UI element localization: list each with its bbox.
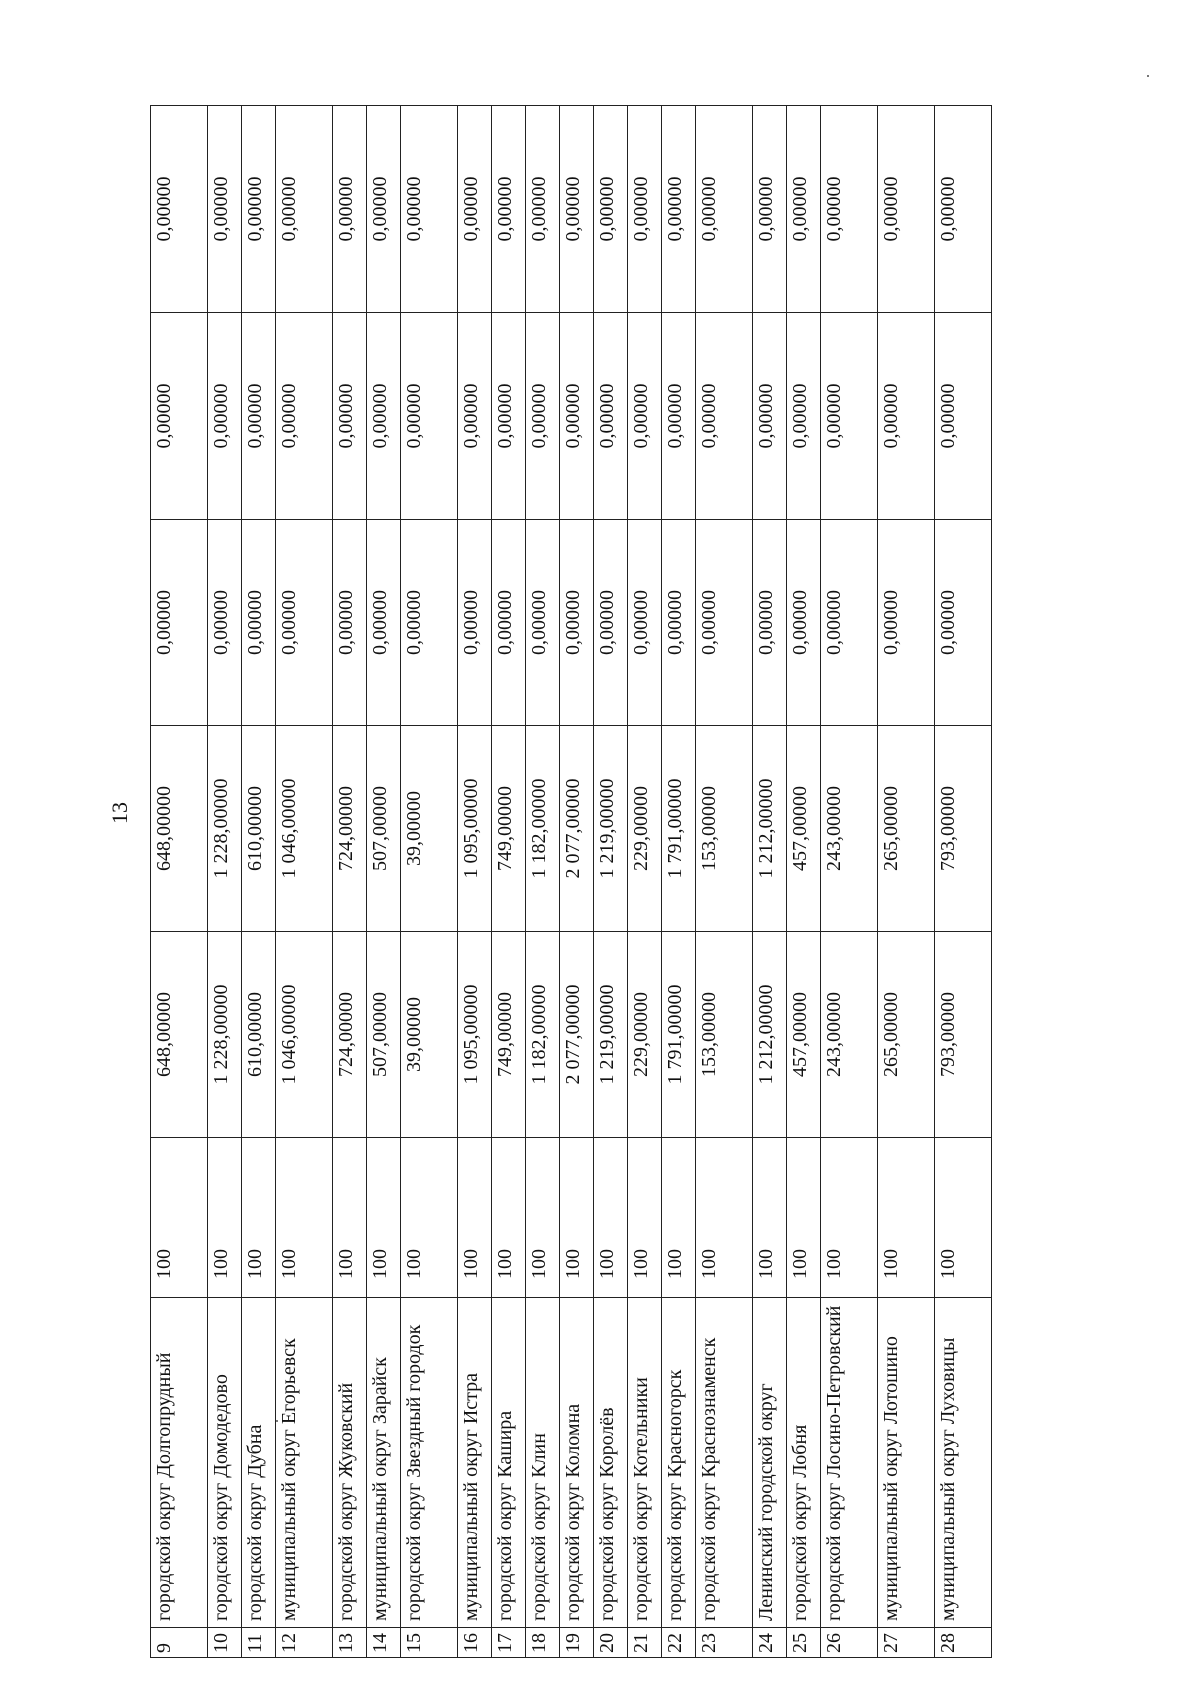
value-cell-3: 0,00000 xyxy=(628,520,662,726)
row-number-cell: 13 xyxy=(333,1628,367,1658)
municipality-name-cell: городской округ Красногорск xyxy=(662,1298,696,1628)
value-cell-2: 648,00000 xyxy=(151,726,208,932)
table-row xyxy=(628,106,662,1658)
table-row xyxy=(276,106,333,1658)
value-cell-3: 0,00000 xyxy=(594,520,628,726)
value-cell-2: 243,00000 xyxy=(821,726,878,932)
municipality-name-cell: муниципальный округ Зарайск xyxy=(367,1298,401,1628)
table-row xyxy=(594,106,628,1658)
value-cell-3: 0,00000 xyxy=(787,520,821,726)
table-row xyxy=(753,106,787,1658)
value-cell-1: 457,00000 xyxy=(787,932,821,1138)
value-cell-3: 0,00000 xyxy=(401,520,458,726)
value-cell-3: 0,00000 xyxy=(878,520,935,726)
row-number-cell: 16 xyxy=(458,1628,492,1658)
value-cell-4: 0,00000 xyxy=(492,313,526,520)
value-cell-3: 0,00000 xyxy=(208,520,242,726)
value-cell-1: 1 212,00000 xyxy=(753,932,787,1138)
municipality-name-cell: городской округ Звездный городок xyxy=(401,1298,458,1628)
value-cell-3: 0,00000 xyxy=(560,520,594,726)
row-number-cell: 24 xyxy=(753,1628,787,1658)
value-cell-4: 0,00000 xyxy=(151,313,208,520)
value-cell-5: 0,00000 xyxy=(208,106,242,313)
row-number-cell: 21 xyxy=(628,1628,662,1658)
value-cell-4: 0,00000 xyxy=(276,313,333,520)
value-cell-5: 0,00000 xyxy=(151,106,208,313)
row-number-cell: 15 xyxy=(401,1628,458,1658)
percent-cell: 100 xyxy=(492,1138,526,1298)
value-cell-1: 724,00000 xyxy=(333,932,367,1138)
value-cell-2: 793,00000 xyxy=(935,726,992,932)
value-cell-4: 0,00000 xyxy=(878,313,935,520)
municipality-name-cell: городской округ Котельники xyxy=(628,1298,662,1628)
percent-cell: 100 xyxy=(151,1138,208,1298)
table-row xyxy=(787,106,821,1658)
percent-cell: 100 xyxy=(333,1138,367,1298)
row-number-cell: 14 xyxy=(367,1628,401,1658)
value-cell-3: 0,00000 xyxy=(935,520,992,726)
percent-cell: 100 xyxy=(594,1138,628,1298)
value-cell-2: 749,00000 xyxy=(492,726,526,932)
value-cell-5: 0,00000 xyxy=(821,106,878,313)
value-cell-5: 0,00000 xyxy=(935,106,992,313)
value-cell-4: 0,00000 xyxy=(401,313,458,520)
table-row xyxy=(492,106,526,1658)
value-cell-1: 265,00000 xyxy=(878,932,935,1138)
municipality-name-cell: городской округ Жуковский xyxy=(333,1298,367,1628)
scan-speck xyxy=(1147,75,1149,77)
value-cell-4: 0,00000 xyxy=(662,313,696,520)
value-cell-3: 0,00000 xyxy=(753,520,787,726)
row-number-cell: 18 xyxy=(526,1628,560,1658)
value-cell-5: 0,00000 xyxy=(242,106,276,313)
value-cell-2: 507,00000 xyxy=(367,726,401,932)
row-number-cell: 9 xyxy=(151,1628,208,1658)
percent-cell: 100 xyxy=(696,1138,753,1298)
value-cell-5: 0,00000 xyxy=(560,106,594,313)
value-cell-4: 0,00000 xyxy=(787,313,821,520)
value-cell-4: 0,00000 xyxy=(753,313,787,520)
value-cell-5: 0,00000 xyxy=(276,106,333,313)
value-cell-3: 0,00000 xyxy=(151,520,208,726)
value-cell-5: 0,00000 xyxy=(696,106,753,313)
value-cell-2: 1 046,00000 xyxy=(276,726,333,932)
row-number-cell: 11 xyxy=(242,1628,276,1658)
value-cell-5: 0,00000 xyxy=(628,106,662,313)
value-cell-1: 507,00000 xyxy=(367,932,401,1138)
table-row xyxy=(878,106,935,1658)
value-cell-5: 0,00000 xyxy=(458,106,492,313)
row-number-cell: 26 xyxy=(821,1628,878,1658)
row-number-cell: 20 xyxy=(594,1628,628,1658)
municipality-name-cell: муниципальный округ Егорьевск xyxy=(276,1298,333,1628)
value-cell-5: 0,00000 xyxy=(333,106,367,313)
municipality-name-cell: муниципальный округ Лотошино xyxy=(878,1298,935,1628)
municipality-name-cell: городской округ Лобня xyxy=(787,1298,821,1628)
table-row xyxy=(526,106,560,1658)
value-cell-2: 1 228,00000 xyxy=(208,726,242,932)
value-cell-2: 457,00000 xyxy=(787,726,821,932)
value-cell-1: 2 077,00000 xyxy=(560,932,594,1138)
table-row xyxy=(935,106,992,1658)
municipality-name-cell: городской округ Клин xyxy=(526,1298,560,1628)
row-number-cell: 23 xyxy=(696,1628,753,1658)
row-number-cell: 27 xyxy=(878,1628,935,1658)
value-cell-2: 229,00000 xyxy=(628,726,662,932)
value-cell-1: 610,00000 xyxy=(242,932,276,1138)
value-cell-1: 1 791,00000 xyxy=(662,932,696,1138)
row-number-cell: 19 xyxy=(560,1628,594,1658)
table-row xyxy=(333,106,367,1658)
municipality-name-cell: городской округ Домодедово xyxy=(208,1298,242,1628)
table-row xyxy=(367,106,401,1658)
value-cell-2: 1 182,00000 xyxy=(526,726,560,932)
value-cell-3: 0,00000 xyxy=(276,520,333,726)
value-cell-2: 724,00000 xyxy=(333,726,367,932)
value-cell-1: 1 182,00000 xyxy=(526,932,560,1138)
table-row xyxy=(242,106,276,1658)
value-cell-3: 0,00000 xyxy=(242,520,276,726)
value-cell-3: 0,00000 xyxy=(696,520,753,726)
value-cell-2: 610,00000 xyxy=(242,726,276,932)
percent-cell: 100 xyxy=(208,1138,242,1298)
percent-cell: 100 xyxy=(276,1138,333,1298)
percent-cell: 100 xyxy=(787,1138,821,1298)
value-cell-5: 0,00000 xyxy=(787,106,821,313)
municipality-name-cell: городской округ Кашира xyxy=(492,1298,526,1628)
value-cell-4: 0,00000 xyxy=(526,313,560,520)
value-cell-4: 0,00000 xyxy=(208,313,242,520)
value-cell-2: 1 791,00000 xyxy=(662,726,696,932)
percent-cell: 100 xyxy=(821,1138,878,1298)
value-cell-1: 1 228,00000 xyxy=(208,932,242,1138)
municipality-name-cell: городской округ Королёв xyxy=(594,1298,628,1628)
municipality-name-cell: городской округ Краснознаменск xyxy=(696,1298,753,1628)
value-cell-4: 0,00000 xyxy=(367,313,401,520)
value-cell-4: 0,00000 xyxy=(821,313,878,520)
percent-cell: 100 xyxy=(935,1138,992,1298)
value-cell-4: 0,00000 xyxy=(696,313,753,520)
value-cell-2: 39,00000 xyxy=(401,726,458,932)
municipality-name-cell: городской округ Лосино-Петровский xyxy=(821,1298,878,1628)
value-cell-1: 39,00000 xyxy=(401,932,458,1138)
percent-cell: 100 xyxy=(242,1138,276,1298)
value-cell-3: 0,00000 xyxy=(367,520,401,726)
percent-cell: 100 xyxy=(628,1138,662,1298)
value-cell-3: 0,00000 xyxy=(492,520,526,726)
value-cell-1: 749,00000 xyxy=(492,932,526,1138)
table-row xyxy=(208,106,242,1658)
municipality-name-cell: городской округ Дубна xyxy=(242,1298,276,1628)
value-cell-4: 0,00000 xyxy=(935,313,992,520)
value-cell-4: 0,00000 xyxy=(594,313,628,520)
value-cell-1: 243,00000 xyxy=(821,932,878,1138)
value-cell-3: 0,00000 xyxy=(333,520,367,726)
table-row xyxy=(560,106,594,1658)
value-cell-5: 0,00000 xyxy=(753,106,787,313)
value-cell-5: 0,00000 xyxy=(662,106,696,313)
table-row xyxy=(662,106,696,1658)
value-cell-5: 0,00000 xyxy=(492,106,526,313)
municipalities-table xyxy=(150,105,992,1658)
row-number-cell: 12 xyxy=(276,1628,333,1658)
percent-cell: 100 xyxy=(526,1138,560,1298)
row-number-cell: 28 xyxy=(935,1628,992,1658)
value-cell-3: 0,00000 xyxy=(662,520,696,726)
percent-cell: 100 xyxy=(878,1138,935,1298)
value-cell-4: 0,00000 xyxy=(242,313,276,520)
table-row xyxy=(458,106,492,1658)
value-cell-2: 1 212,00000 xyxy=(753,726,787,932)
row-number-cell: 22 xyxy=(662,1628,696,1658)
percent-cell: 100 xyxy=(662,1138,696,1298)
table-row xyxy=(401,106,458,1658)
value-cell-3: 0,00000 xyxy=(821,520,878,726)
value-cell-2: 265,00000 xyxy=(878,726,935,932)
value-cell-1: 1 046,00000 xyxy=(276,932,333,1138)
table-row xyxy=(151,106,208,1658)
percent-cell: 100 xyxy=(753,1138,787,1298)
value-cell-5: 0,00000 xyxy=(401,106,458,313)
value-cell-1: 648,00000 xyxy=(151,932,208,1138)
value-cell-5: 0,00000 xyxy=(594,106,628,313)
rotated-table-container xyxy=(150,106,1034,1658)
municipality-name-cell: городской округ Долгопрудный xyxy=(151,1298,208,1628)
percent-cell: 100 xyxy=(367,1138,401,1298)
value-cell-5: 0,00000 xyxy=(878,106,935,313)
table-body xyxy=(151,106,992,1658)
row-number-cell: 17 xyxy=(492,1628,526,1658)
value-cell-2: 153,00000 xyxy=(696,726,753,932)
percent-cell: 100 xyxy=(560,1138,594,1298)
row-number-cell: 10 xyxy=(208,1628,242,1658)
value-cell-4: 0,00000 xyxy=(628,313,662,520)
value-cell-4: 0,00000 xyxy=(560,313,594,520)
value-cell-5: 0,00000 xyxy=(526,106,560,313)
page-number: 13 xyxy=(107,802,132,824)
percent-cell: 100 xyxy=(458,1138,492,1298)
percent-cell: 100 xyxy=(401,1138,458,1298)
value-cell-3: 0,00000 xyxy=(458,520,492,726)
value-cell-1: 793,00000 xyxy=(935,932,992,1138)
value-cell-1: 229,00000 xyxy=(628,932,662,1138)
municipality-name-cell: городской округ Коломна xyxy=(560,1298,594,1628)
value-cell-1: 1 095,00000 xyxy=(458,932,492,1138)
municipality-name-cell: муниципальный округ Истра xyxy=(458,1298,492,1628)
municipality-name-cell: Ленинский городской округ xyxy=(753,1298,787,1628)
value-cell-4: 0,00000 xyxy=(458,313,492,520)
table-row xyxy=(821,106,878,1658)
table-row xyxy=(696,106,753,1658)
value-cell-5: 0,00000 xyxy=(367,106,401,313)
value-cell-2: 1 219,00000 xyxy=(594,726,628,932)
value-cell-1: 153,00000 xyxy=(696,932,753,1138)
value-cell-2: 1 095,00000 xyxy=(458,726,492,932)
value-cell-4: 0,00000 xyxy=(333,313,367,520)
row-number-cell: 25 xyxy=(787,1628,821,1658)
value-cell-2: 2 077,00000 xyxy=(560,726,594,932)
value-cell-3: 0,00000 xyxy=(526,520,560,726)
value-cell-1: 1 219,00000 xyxy=(594,932,628,1138)
municipality-name-cell: муниципальный округ Луховицы xyxy=(935,1298,992,1628)
